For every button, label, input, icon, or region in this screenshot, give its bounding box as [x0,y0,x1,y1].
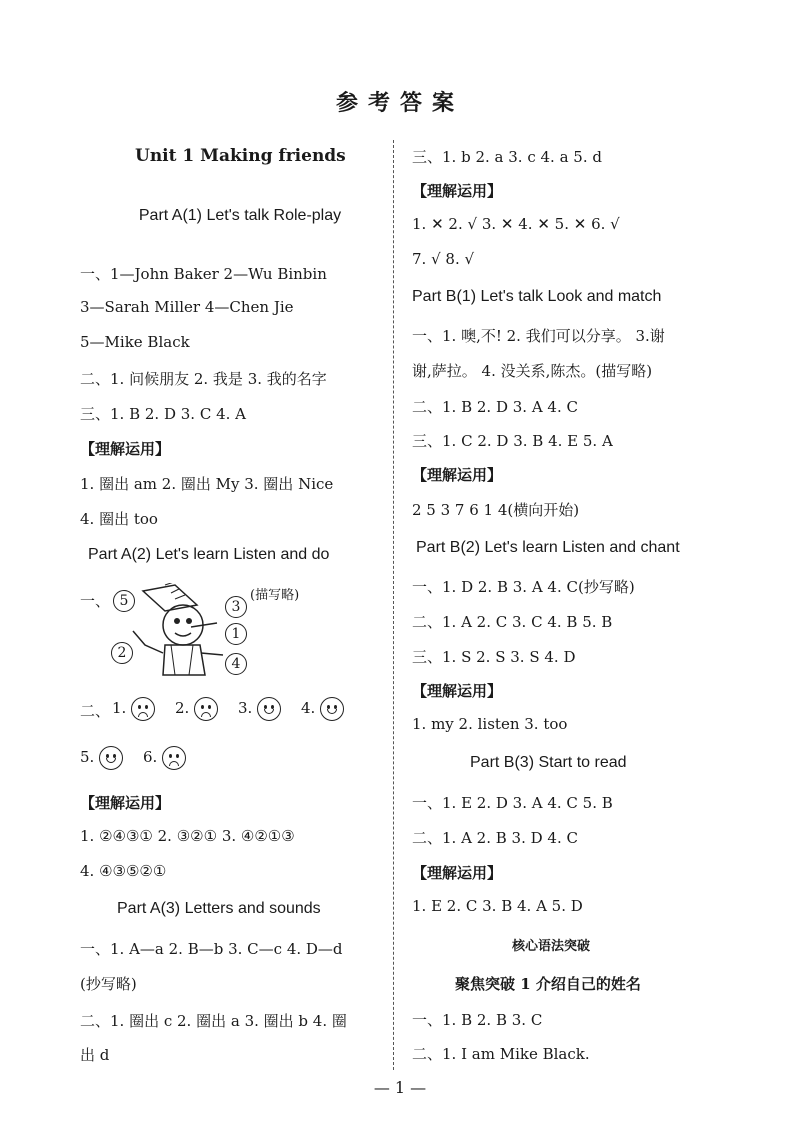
section-heading: 【理解运用】 [412,864,503,882]
answer-line: 一、1—John Baker 2—Wu Binbin [80,265,327,283]
callout-number: 3 [225,596,247,618]
part-a3-heading: Part A(3) Letters and sounds [117,900,321,917]
answer-line: 二、1. I am Mike Black. [412,1045,590,1063]
page-number: — 1 — [373,1078,427,1097]
section-heading: 【理解运用】 [412,682,503,700]
happy-face-icon [320,697,344,721]
section-heading: 【理解运用】 [412,466,503,484]
callout-number: 5 [113,590,135,612]
page-title: 参考答案 [335,91,464,116]
happy-face-icon [99,746,123,770]
answer-line: 一、1. D 2. B 3. A 4. C(抄写略) [412,578,635,596]
answer-line: 二、1. B 2. D 3. A 4. C [412,398,578,416]
happy-face-icon [257,697,281,721]
face-label: 2. [175,699,190,717]
callout-number: 4 [225,653,247,675]
face-label: 5. [80,748,95,766]
section-heading: 【理解运用】 [412,182,503,200]
face-item [238,697,281,721]
answer-line: 二、1. 圈出 c 2. 圈出 a 3. 圈出 b 4. 圈 [80,1012,347,1030]
answer-line: 3—Sarah Miller 4—Chen Jie [80,298,294,316]
callout-number: 2 [111,642,133,664]
answer-line: 1. ✕ 2. √ 3. ✕ 4. ✕ 5. ✕ 6. √ [412,215,620,233]
part-b1-heading: Part B(1) Let's talk Look and match [412,288,662,305]
face-label: 3. [238,699,253,717]
face-item [143,746,186,770]
part-b2-heading: Part B(2) Let's learn Listen and chant [416,539,680,556]
answer-line: 5—Mike Black [80,333,190,351]
column-divider [393,140,394,1070]
answer-prefix: 二、 [80,702,111,720]
answer-prefix: 一、 [80,592,111,610]
answer-line: 谢,萨拉。 4. 没关系,陈杰。(描写略) [412,362,653,380]
face-item [175,697,218,721]
grammar-heading: 核心语法突破 [512,939,591,954]
part-a2-heading: Part A(2) Let's learn Listen and do [88,546,330,563]
answer-line: 2 5 3 7 6 1 4(横向开始) [412,501,580,519]
part-a1-heading: Part A(1) Let's talk Role-play [138,207,342,224]
part-b3-heading: Part B(3) Start to read [470,754,627,771]
face-item [80,746,123,770]
answer-line: 一、1. A—a 2. B—b 3. C—c 4. D—d [80,940,343,958]
answer-line: 一、1. E 2. D 3. A 4. C 5. B [412,794,613,812]
answer-line: 1. ②④③① 2. ③②① 3. ④②①③ [80,827,295,845]
callout-number: 1 [225,623,247,645]
answer-line: 出 d [80,1046,110,1064]
sad-face-icon [162,746,186,770]
face-label: 4. [301,699,316,717]
note-text: (描写略) [250,588,300,603]
answer-line: 1. 圈出 am 2. 圈出 My 3. 圈出 Nice [80,475,334,493]
face-label: 6. [143,748,158,766]
answer-line: 7. √ 8. √ [412,250,475,268]
answer-line: 1. E 2. C 3. B 4. A 5. D [412,897,583,915]
answer-line: 三、1. B 2. D 3. C 4. A [80,405,246,423]
section-heading: 【理解运用】 [80,440,171,458]
face-item [301,697,344,721]
section-heading: 【理解运用】 [80,794,171,812]
unit-heading: Unit 1 Making friends [135,146,346,166]
answer-line: 二、1. A 2. B 3. D 4. C [412,829,578,847]
answer-line: 4. 圈出 too [80,510,158,528]
answer-line: 二、1. 问候朋友 2. 我是 3. 我的名字 [80,370,327,388]
sad-face-icon [131,697,155,721]
answer-line: 4. ④③⑤②① [80,862,167,880]
answer-line: (抄写略) [80,975,137,993]
answer-line: 一、1. B 2. B 3. C [412,1011,543,1029]
sad-face-icon [194,697,218,721]
face-item [112,697,155,721]
answer-line: 三、1. C 2. D 3. B 4. E 5. A [412,432,613,450]
answer-line: 三、1. S 2. S 3. S 4. D [412,648,576,666]
face-label: 1. [112,699,127,717]
answer-line: 1. my 2. listen 3. too [412,715,568,733]
answer-line: 一、1. 噢,不! 2. 我们可以分享。 3.谢 [412,327,665,345]
focus-heading: 聚焦突破 1 介绍自己的姓名 [455,975,641,993]
answer-line: 二、1. A 2. C 3. C 4. B 5. B [412,613,613,631]
answer-line: 三、1. b 2. a 3. c 4. a 5. d [412,148,602,166]
